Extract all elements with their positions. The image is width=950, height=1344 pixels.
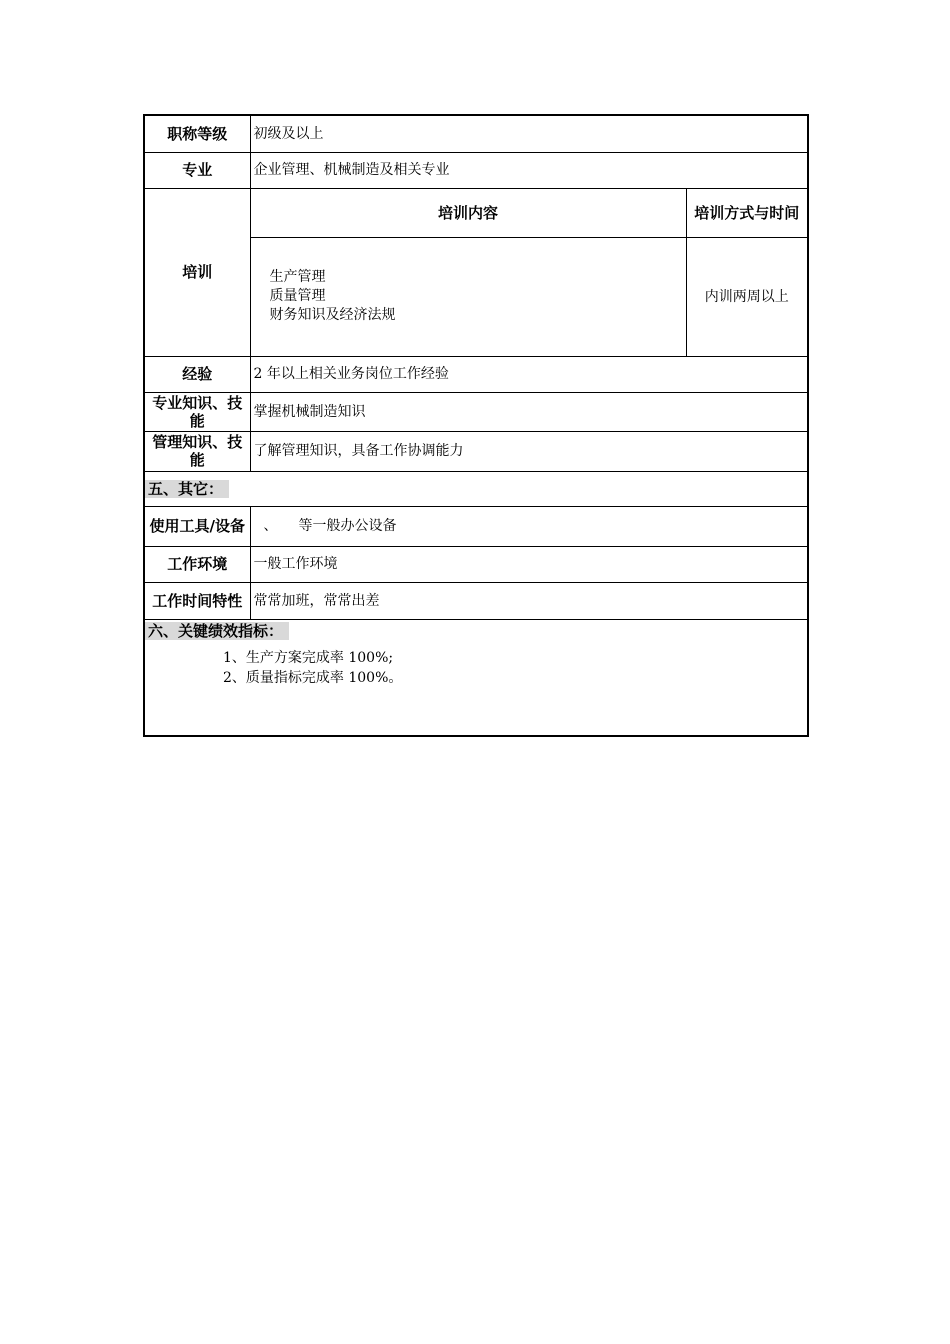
mgmt-skills-value: 了解管理知识，具备工作协调能力 xyxy=(250,431,808,471)
training-item: 质量管理 xyxy=(269,288,326,304)
tools-label: 使用工具/设备 xyxy=(144,506,250,546)
job-description-page xyxy=(143,114,807,737)
row-major xyxy=(144,152,808,188)
work-time-label: 工作时间特性 xyxy=(144,582,250,619)
row-training-header xyxy=(144,188,808,237)
section6-cell xyxy=(144,619,808,736)
row-experience xyxy=(144,356,808,392)
title-level-value: 初级及以上 xyxy=(250,115,808,152)
major-value: 企业管理、机械制造及相关专业 xyxy=(250,152,808,188)
row-section5-title xyxy=(144,471,808,506)
pro-skills-label: 专业知识、技能 xyxy=(144,392,250,431)
training-method-header: 培训方式与时间 xyxy=(686,188,808,237)
title-level-label: 职称等级 xyxy=(144,115,250,152)
mgmt-skills-label: 管理知识、技能 xyxy=(144,431,250,471)
section6-title: 六、关键绩效指标： xyxy=(145,622,289,640)
section5-title: 五、其它： xyxy=(145,480,229,498)
section5-title-cell xyxy=(144,471,808,506)
training-content-header: 培训内容 xyxy=(250,188,686,237)
kpi-item: 2、质量指标完成率 100%。 xyxy=(223,669,403,686)
row-title-level xyxy=(144,115,808,152)
requirements-table xyxy=(143,114,809,737)
training-item: 财务知识及经济法规 xyxy=(269,307,396,323)
kpi-list xyxy=(145,640,807,688)
training-content-cell xyxy=(250,237,686,356)
row-tools xyxy=(144,506,808,546)
row-environment xyxy=(144,546,808,582)
kpi-item: 1、生产方案完成率 100%; xyxy=(223,649,394,666)
row-work-time xyxy=(144,582,808,619)
pro-skills-value: 掌握机械制造知识 xyxy=(250,392,808,431)
row-section6 xyxy=(144,619,808,736)
row-mgmt-skills xyxy=(144,431,808,471)
experience-value: 2 年以上相关业务岗位工作经验 xyxy=(250,356,808,392)
training-item: 生产管理 xyxy=(269,269,326,285)
training-label: 培训 xyxy=(144,188,250,356)
major-label: 专业 xyxy=(144,152,250,188)
work-time-value: 常常加班，常常出差 xyxy=(250,582,808,619)
experience-label: 经验 xyxy=(144,356,250,392)
row-pro-skills xyxy=(144,392,808,431)
environment-value: 一般工作环境 xyxy=(250,546,808,582)
section6-title-wrap xyxy=(145,620,807,640)
training-method-value: 内训两周以上 xyxy=(686,237,808,356)
tools-value: 、 等一般办公设备 xyxy=(250,506,808,546)
training-items xyxy=(251,268,686,325)
environment-label: 工作环境 xyxy=(144,546,250,582)
